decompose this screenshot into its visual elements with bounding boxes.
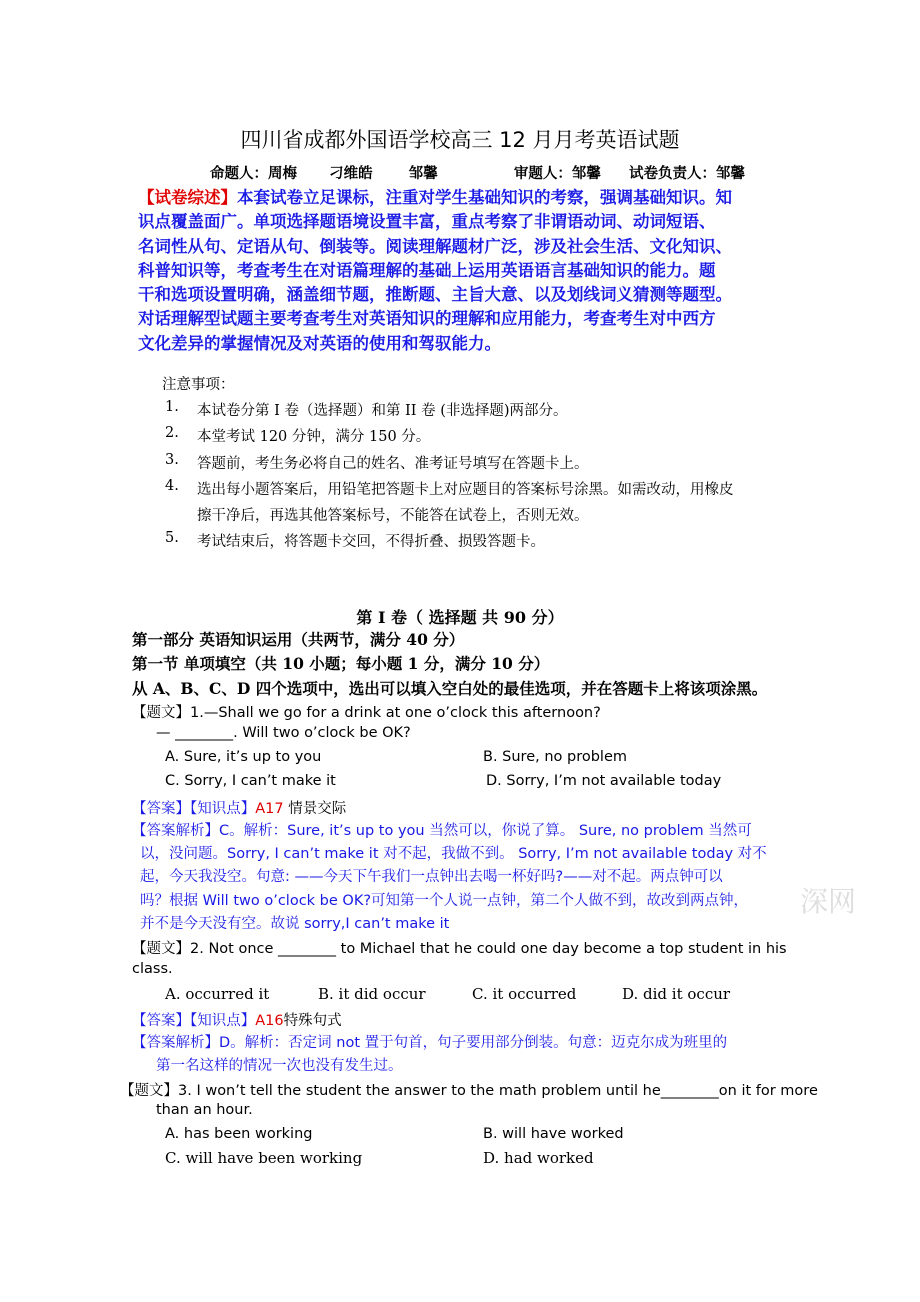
option-b: B. Sure, no problem [483,749,628,765]
watermark: 深网 [800,885,857,918]
option-a: A. occurred it [165,985,270,1003]
option-d: D. Sorry, I’m not available today [486,773,722,789]
option-b: B. it did occur [318,985,426,1003]
subsection-heading: 第一节 单项填空（共 10 小题；每小题 1 分，满分 10 分） [132,654,550,673]
option-c: C. will have been working [165,1149,363,1167]
reviewer-label: 审题人：邹馨 [513,166,601,182]
summary-line: 本套试卷立足课标，注重对学生基础知识的考察，强调基础知识。知 [237,188,732,207]
option-c: C. it occurred [472,985,577,1003]
question-stem: 【题文】1.—Shall we go for a drink at one o’clock this afternoon? [132,705,601,721]
option-a: A. Sure, it’s up to you [165,749,322,765]
author-line [210,162,745,183]
page-title: 四川省成都外国语学校高三 12 月月考英语试题 [240,128,680,152]
summary-line: 对话理解型试题主要考查考生对英语知识的理解和应用能力，考查考生对中西方 [138,309,716,329]
option-d: D. had worked [483,1149,594,1167]
summary-line: 文化差异的掌握情况及对英语的使用和驾驭能力。 [138,333,501,353]
summary-tag: 【试卷综述】 [138,188,237,207]
question-stem: 【题文】2. Not once ________ to Michael that he could one day become a top student in his [132,941,787,957]
instruction: 从 A、B、C、D 四个选项中，选出可以填入空白处的最佳选项，并在答题卡上将该项涂黑。 [132,679,768,698]
section-heading: 第 I 卷（ 选择题 共 90 分） [356,608,564,627]
answer-line: 【答案】【知识点】A17 情景交际 [132,801,347,817]
notice-title: 注意事项： [162,377,235,393]
summary-line: 科普知识等，考查考生在对语篇理解的基础上运用英语语言基础知识的能力。题 [138,260,716,280]
option-c: C. Sorry, I can’t make it [165,773,336,789]
paper-summary [138,186,793,356]
question-stem-continued: class. [132,961,173,977]
question-reply: — ________. Will two o’clock be OK? [156,725,411,741]
summary-line: 名词性从句、定语从句、倒装等。阅读理解题材广泛，涉及社会生活、文化知识、 [138,236,732,256]
answer-explanation: 【答案解析】D。解析：否定词 not 置于句首，句子要用部分倒装。句意：迈克尔成为班里的 第一名这样的情况一次也没有发生过。 [132,1035,728,1075]
option-a: A. has been working [165,1126,313,1142]
author-name: 刁维皓 [329,166,373,182]
part-heading: 第一部分 英语知识运用（共两节，满分 40 分） [132,630,465,649]
question-stem-continued: than an hour. [156,1102,253,1118]
question-stem: 【题文】3. I won’t tell the student the answer to the math problem until he________on it for more [120,1083,818,1099]
author-name: 邹馨 [408,166,438,182]
option-b: B. will have worked [483,1126,624,1142]
summary-line: 识点覆盖面广。单项选择题语境设置丰富，重点考察了非谓语动词、动词短语、 [138,212,716,232]
summary-line: 干和选项设置明确，涵盖细节题，推断题、主旨大意、以及划线词义猜测等题型。 [138,285,732,305]
responsible-label: 试卷负责人：邹馨 [629,166,745,182]
answer-explanation: 【答案解析】C。解析：Sure, it’s up to you 当然可以，你说了算。 Sure, no problem 当然可 以，没问题。Sorry, I can’t make it 对不起，我做不到。 Sorry, I’m not available today 对不 起，今天我没空。句意: ——今天下午我们一点钟出去喝一杯好吗?——对不起。两点钟可以 吗？根据 Will two o’clock be OK?可知第一个人说一点钟，第二个人做不到，故改到两点钟， 并不是今天没有空。故说 sorry,I can’t make it [132,823,767,932]
answer-line: 【答案】【知识点】A16特殊句式 [132,1013,342,1029]
author-label: 命题人：周梅 [210,166,297,182]
option-d: D. did it occur [622,985,731,1003]
